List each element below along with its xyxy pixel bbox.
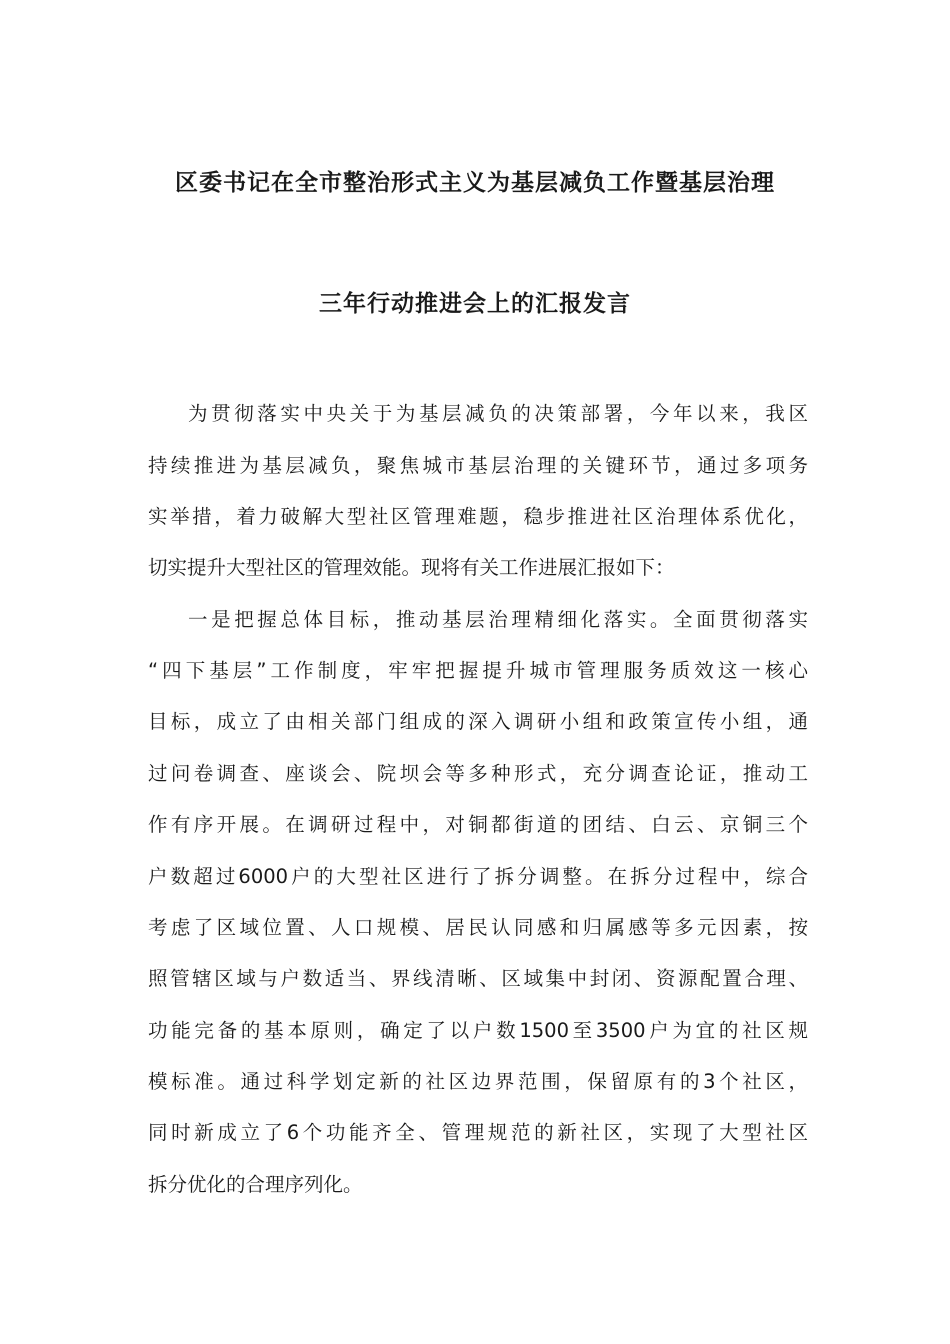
body-line: 模标准。通过科学划定新的社区边界范围，保留原有的3个社区， <box>148 1070 808 1093</box>
body-line: 实举措，着力破解大型社区管理难题，稳步推进社区治理体系优化， <box>148 505 808 528</box>
body-line: 拆分优化的合理序列化。 <box>148 1173 363 1196</box>
document-title-line-2: 三年行动推进会上的汇报发言 <box>319 291 631 317</box>
body-line: 考虑了区域位置、人口规模、居民认同感和归属感等多元因素，按 <box>148 916 808 939</box>
body-line: “四下基层”工作制度，牢牢把握提升城市管理服务质效这一核心 <box>148 659 808 682</box>
body-line: 作有序开展。在调研过程中，对铜都街道的团结、白云、京铜三个 <box>148 813 808 836</box>
body-line: 户数超过6000户的大型社区进行了拆分调整。在拆分过程中，综合 <box>148 865 808 888</box>
body-line: 同时新成立了6个功能齐全、管理规范的新社区，实现了大型社区 <box>148 1121 808 1144</box>
body-line: 目标，成立了由相关部门组成的深入调研小组和政策宣传小组，通 <box>148 710 808 733</box>
body-line: 为贯彻落实中央关于为基层减负的决策部署，今年以来，我区 <box>188 402 808 425</box>
body-line: 持续推进为基层减负，聚焦城市基层治理的关键环节，通过多项务 <box>148 454 808 477</box>
body-line: 过问卷调查、座谈会、院坝会等多种形式，充分调查论证，推动工 <box>148 762 808 785</box>
document-title-line-1: 区委书记在全市整治形式主义为基层减负工作暨基层治理 <box>175 170 775 196</box>
body-line: 照管辖区域与户数适当、界线清晰、区域集中封闭、资源配置合理、 <box>148 967 808 990</box>
body-line: 功能完备的基本原则，确定了以户数1500至3500户为宜的社区规 <box>148 1019 808 1042</box>
body-line: 一是把握总体目标，推动基层治理精细化落实。全面贯彻落实 <box>188 608 808 631</box>
body-line: 切实提升大型社区的管理效能。现将有关工作进展汇报如下： <box>148 556 675 579</box>
